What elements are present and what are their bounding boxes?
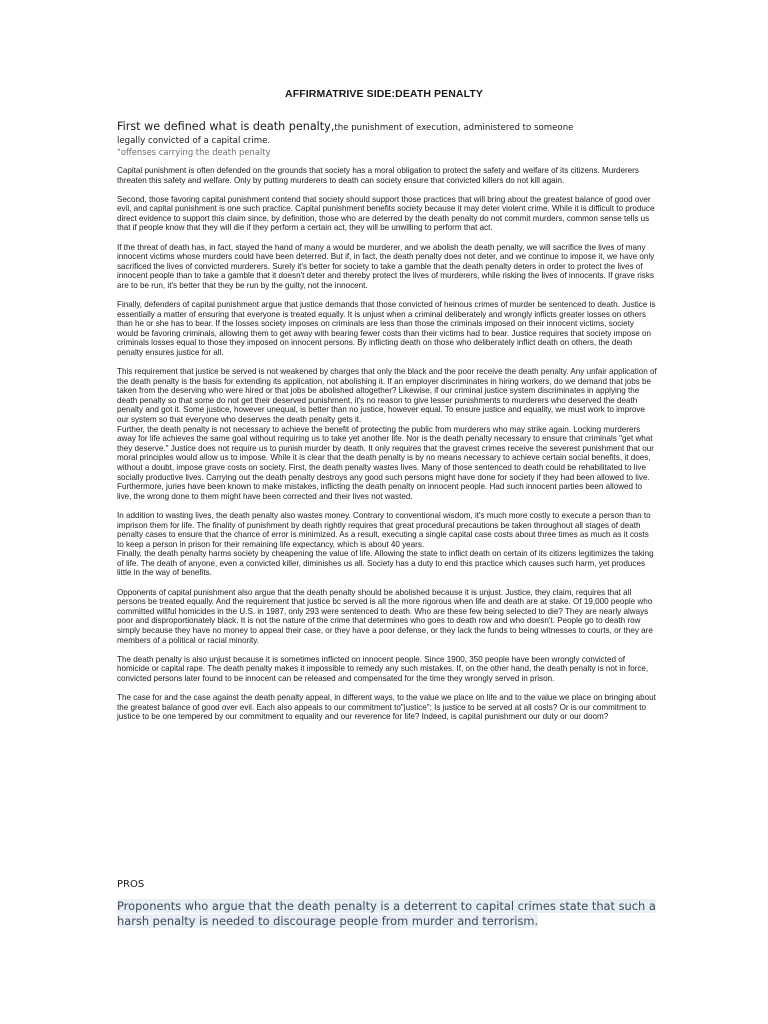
pros-text: [117, 899, 657, 929]
intro-line: [117, 118, 657, 135]
intro-quote: "offenses carrying the death penalty: [117, 147, 271, 157]
paragraph-8: Finally, the death penalty harms society by cheapening the value of life. Allowing the state to inflict death on certain of its citizens legitimizes the taking of life. The death of anyone, even a convicted killer, diminishes us all. Society has a duty to end this practice which causes such harm, yet produces little in the way of benefits.: [117, 549, 654, 578]
paragraph-7: In addition to wasting lives, the death penalty also wastes money. Contrary to conventional wisdom, it's much more costly to execute a person than to imprison them for life. The finality of punishment by death rightly requires that great procedural precautions be taken throughout all stages of death penalty cases to ensure that the chance of error is minimized. As a result, executing a single capital case costs about three times as much as it costs to keep a person in prison for their remaining life expectancy, which is about 40 years.: [117, 510, 651, 549]
intro-lead: First we defined what is death penalty,: [117, 120, 335, 133]
paragraph-11: The case for and the case against the death penalty appeal, in different ways, to the value we place on life and to the value we place on bringing about the greatest balance of good over evil. Each also appeals to our commitment to"justice": Is justice to be served at all costs? Or is our commitment to justice to be one tempered by our commitment to equality and our reverence for life? Indeed, is capital punishment our duty or our doom?: [117, 692, 656, 722]
pros-heading: PROS: [117, 879, 145, 890]
page-title: AFFIRMATRIVE SIDE:DEATH PENALTY: [285, 88, 483, 100]
intro-definition-a: the punishment of execution, administered to someone: [334, 123, 574, 133]
pros-text-content: Proponents who argue that the death penalty is a deterrent to capital crimes state that such a harsh penalty is needed to discourage people from murder and terrorism.: [117, 899, 656, 928]
intro-definition-b: legally convicted of a capital crime.: [117, 136, 271, 146]
paragraph-6: Further, the death penalty is not necessary to achieve the benefit of protecting the public from murderers who may strike again. Locking murderers away for life achieves the same goal without requiring us to take yet another life. Nor is the death penalty necessary to ensure that criminals "get what they deserve." Justice does not require us to punish murder by death. It only requires that the gravest crimes receive the severest punishment that our moral principles would allow us to impose. While it is clear that the death penalty is by no means necessary to achieve certain social benefits, it does, without a doubt, impose grave costs on society. First, the death penalty wastes lives. Many of those sentenced to death could be rehabilitated to live socially productive lives. Carrying out the death penalty destroys any good such persons might have done for society if they had been allowed to live. Furthermore, juries have been known to make mistakes, inflicting the death penalty on innocent people. Had such innocent parties been allowed to live, the wrong done to them might have been corrected and their lives not wasted.: [117, 424, 654, 501]
body-text: [117, 166, 657, 731]
paragraph-9: Opponents of capital punishment also argue that the death penalty should be abolished because it is unjust. Justice, they claim, requires that all persons be treated equally. And the requirement that justice bc served is all the more rigorous when life and death are at stake. Of 19,000 people who committed willful homicides in the U.S. in 1987, only 293 were sentenced to death. Who are these few being selected to die? They are nearly always poor and disproportionately black. It is not the nature of the crime that determines who goes to death row and who doesn't. People go to death row simply because they have no money to appeal their case, or they have a poor defense, or they lack the funds to being witnesses to courts, or they are members of a political or racial minority.: [117, 587, 653, 645]
paragraph-2: Second, those favoring capital punishment contend that society should support those practices that will bring about the greatest balance of good over evil, and capital punishment is one such practice. Capital punishment benefits society because it may deter violent crime. While it is difficult to produce direct evidence to support this claim since, by definition, those who are deterred by the death penalty do not commit murders, common sense tells us that if people know that they will die if they perform a certain act, they will be unwilling to perform that act.: [117, 194, 655, 233]
paragraph-3: If the threat of death has, in fact, stayed the hand of many a would be murderer, and we abolish the death penalty, we will sacrifice the lives of many innocent victims whose murders could have been deterred. But if, in fact, the death penalty does not deter, and we continue to impose it, we have only sacrificed the lives of convicted murderers. Surely it's better for society to take a gamble that the death penalty deters in order to protect the lives of innocent people than to take a gamble that it doesn't deter and thereby protect the lives of murderers, while risking the lives of innocents. If grave risks are to be run, it's better that they be run by the guilty, not the innocent.: [117, 242, 655, 290]
paragraph-4: Finally, defenders of capital punishment argue that justice demands that those convicted of heinous crimes of murder be sentenced to death. Justice is essentially a matter of ensuring that everyone is treated equally. It is unjust when a criminal deliberately and wrongly inflicts greater losses on others than he or she has to bear. If the losses society imposes on criminals are less than those the criminals imposed on their innocent victims, society would be favoring criminals, allowing them to get away with bearing fewer costs than their victims had to bear. Justice requires that society impose on criminals losses equal to those they imposed on innocent persons. By inflicting death on those who deliberately inflict death on others, the death penalty ensures justice for all.: [117, 300, 656, 357]
paragraph-5: This requirement that justice be served is not weakened by charges that only the black and the poor receive the death penalty. Any unfair application of the death penalty is the basis for extending its application, not abolishing it. If an employer discriminates in hiring workers, do we demand that jobs be taken from the deserving who were hired or that jobs be abolished altogether? Likewise, if our criminal justice system discriminates in applying the death penalty so that some do not get their deserved punishment, it's no reason to give lesser punishments to murderers who deserved the death penalty and got it. Some justice, however unequal, is better than no justice, however equal. To ensure justice and equality, we must work to improve our system so that everyone who deserves the death penalty gets it.: [117, 367, 657, 425]
intro-block: [117, 118, 657, 158]
paragraph-10: The death penalty is also unjust because it is sometimes inflicted on innocent people. Since 1900, 350 people have been wrongly convicted of homicide or capital rape. The death penalty makes it impossible to remedy any such mistakes. If, on the other hand, the death penalty is not in force, convicted persons later found to be innocent can be released and compensated for the time they wrongly served in prison.: [117, 654, 649, 683]
paragraph-1: Capital punishment is often defended on the grounds that society has a moral obligation to protect the safety and welfare of its citizens. Murderers threaten this safety and welfare. Only by putting murderers to death can society ensure that convicted killers do not kill again.: [117, 166, 639, 185]
